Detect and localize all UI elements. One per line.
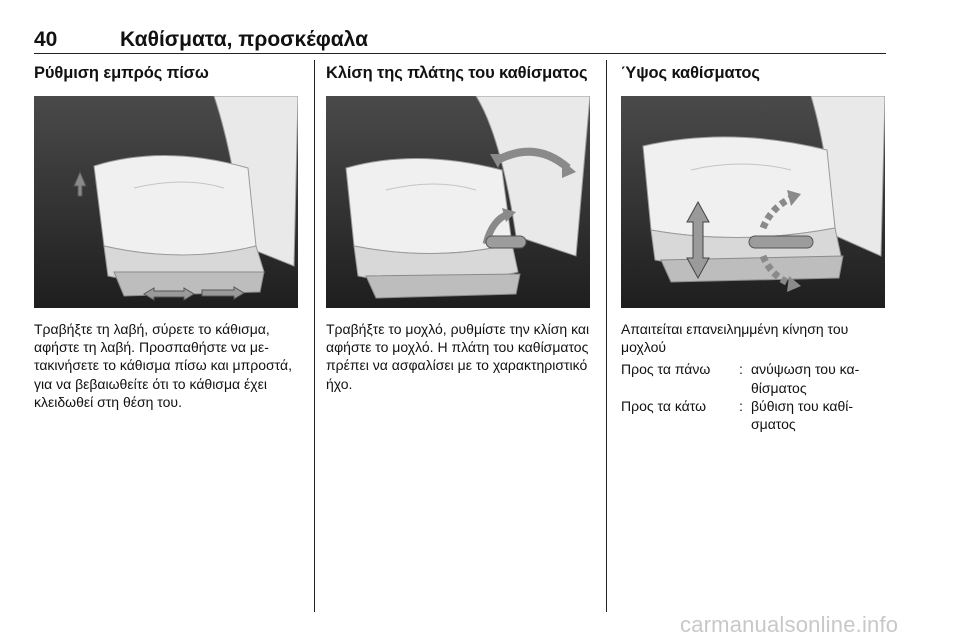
column-divider-1 [314, 60, 315, 612]
watermark: carmanualsonline.info [680, 612, 899, 637]
chapter-title: Καθίσματα, προσκέφαλα [120, 28, 368, 51]
column-divider-2 [606, 60, 607, 612]
column-height [621, 64, 885, 433]
instruction-paragraph: Τραβήξτε το μοχλό, ρυθμίστε την κλίση και αφήστε το μοχλό. Η πλάτη του καθίσματος πρέπει να ασφαλίσει με το χαρακτηριστικό ήχο. [326, 321, 590, 392]
direction-effect: βύθιση του καθίσματος [751, 397, 854, 433]
separator: : [739, 361, 743, 378]
height-direction-list [621, 360, 885, 433]
instructions-fore-aft [34, 320, 298, 411]
seat-fore-aft-icon [34, 96, 298, 308]
column-backrest [326, 64, 590, 392]
seat-height-icon [621, 96, 885, 308]
direction-effect: ανύψωση του καθίσματος [751, 361, 860, 396]
section-heading-height: Ύψος καθίσματος [621, 64, 760, 82]
seat-height-illustration [621, 96, 885, 308]
seat-fore-aft-illustration [34, 96, 298, 308]
header-rule [34, 53, 886, 54]
section-heading-fore-aft: Ρύθμιση εμπρός πίσω [34, 64, 209, 82]
list-item [621, 397, 885, 433]
direction-label: Προς τα πάνω [621, 361, 711, 378]
seat-backrest-illustration [326, 96, 590, 308]
instruction-paragraph: Τραβήξτε τη λαβή, σύρετε το κάθισμα, αφήστε τη λαβή. Προσπαθήστε να μετακινήσετε το κάθισμα πίσω και μπροστά, για να βεβαιωθείτε ότι το κάθισμα έχει κλειδωθεί στη θέση του. [34, 321, 292, 410]
instruction-paragraph: Απαιτείται επανειλημμένη κίνηση του μοχλού [621, 321, 849, 356]
instructions-backrest [326, 320, 590, 393]
section-heading-backrest: Κλίση της πλάτης του καθίσματος [326, 64, 588, 82]
page-number: 40 [34, 28, 58, 51]
seat-backrest-icon [326, 96, 590, 308]
column-fore-aft [34, 64, 298, 410]
page-header [34, 22, 886, 52]
direction-label: Προς τα κάτω [621, 397, 706, 414]
list-item [621, 360, 885, 396]
instructions-height [621, 320, 885, 433]
separator: : [739, 397, 743, 414]
